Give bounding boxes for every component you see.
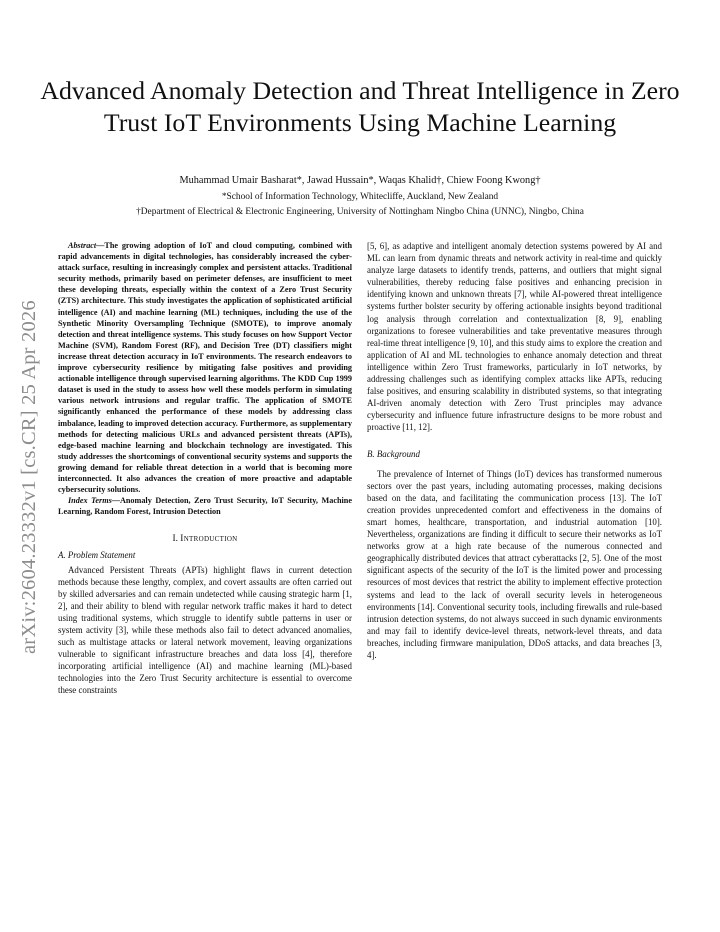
abstract-text: The growing adoption of IoT and cloud computing, combined with rapid advancements in digital technologies, has considerably increased the cyber-attack surface, resulting in increasingly complex and persistent attacks. Traditional security methods, primarily based on perimeter defenses, are insufficient to meet these developing threats, especially within the context of a Zero Trust Security (ZTS) architecture. This study investigates the application of sophisticated artificial intelligence (AI) and machine learning (ML) techniques, including the use of the Synthetic Minority Oversampling Technique (SMOTE), to improve anomaly detection and threat intelligence systems. This study focuses on how Support Vector Machine (SVM), Random Forest (RF), and Decision Tree (DT) classifiers might increase threat detection accuracy in IoT environments. The research endeavors to improve cybersecurity resilience by mitigating false positives and providing actionable intelligence through supervised learning algorithms. The KDD Cup 1999 dataset is used in the study to assess how well these models perform in simulating various network intrusions and regular traffic. The application of SMOTE significantly enhanced the performance of these models by addressing class imbalance, leading to improved detection accuracy. Furthermore, as supplementary methods for detecting malicious URLs and advanced persistent threats (APTs), edge-based machine learning and blockchain technology are investigated. This study addresses the shortcomings of conventional security systems and supports the growing demand for reliable threat detection in a world that is becoming more interconnected. It also advances the creation of more proactive and adaptable cybersecurity solutions. (58, 241, 352, 495)
section-heading-introduction: I. Introduction (172, 534, 238, 545)
paper-title: Advanced Anomaly Detection and Threat Intelligence in Zero Trust IoT Environments Using Machine Learning (40, 76, 680, 137)
subsection-background: B. Background (367, 448, 420, 459)
affiliation-2: †Department of Electrical & Electronic Engineering, University of Nottingham Ningbo China (UNNC), Ningbo, China (136, 207, 584, 217)
paragraph-continued: [5, 6], as adaptive and intelligent anomaly detection systems powered by AI and ML can learn from dynamic threats and network activity in real-time and quickly analyze large datasets to identify trends, patterns, and outliers that might signal vulnerabilities, thereby reducing false positives and enhancing precision in identifying known and unknown threats [7], while AI-powered threat intelligence systems further bolster security by offering actionable insights beyond traditional log analysis through correlation and contextualization [8, 9], enabling organizations to foresee vulnerabilities and take preventative measures through real-time threat intelligence [9, 10], and this study aims to explore the creation and application of AI and ML technologies to enhance anomaly detection and threat intelligence within Zero Trust frameworks, particularly in IoT networks, by addressing challenges such as identifying complex attacks like APTs, reducing false positives, and ensuring scalability in distributed systems, so that integrating AI-driven anomaly detection with Zero Trust principles may advance cybersecurity and influence future infrastructure designs to be more robust and proactive [11, 12]. (367, 241, 662, 433)
arxiv-identifier: arXiv:2604.23332v1 [cs.CR] 25 Apr 2026 (18, 300, 40, 654)
abstract-label: Abstract— (68, 241, 105, 250)
index-terms (58, 495, 352, 517)
right-column (367, 240, 662, 661)
paragraph-background: The prevalence of Internet of Things (IoT) devices has transformed numerous sectors over the past years, including automating processes, making decisions based on the data, and facilitating the communication process [13]. The IoT creation provides unprecedented comfort and effectiveness in the domains of smart homes, healthcare, transportation, and industrial automation [10]. Nevertheless, organizations are finding it difficult to secure their networks as IoT networks grow at a high rate because of the numerous connected and geographically distributed devices that attract cyberattacks [2, 5]. One of the most significant aspects of the security of the IoT is the limited power and processing resources of most devices that restrict the ability to implement effective protection systems and lead to the lack of overall security levels in heterogeneous environments [14]. Conventional security tools, including firewalls and rule-based intrusion detection systems, do not always succeed in such dynamic environments and may fail to identify device-level threats, network-level threats, and data breaches, including firmware manipulation, DDoS attacks, and data breaches [3, 4]. (367, 468, 662, 660)
index-terms-label: Index Terms (68, 496, 112, 506)
affiliation-1: *School of Information Technology, Whitecliffe, Auckland, New Zealand (221, 192, 499, 202)
author-list: Muhammad Umair Basharat*, Jawad Hussain*, Waqas Khalid†, Chiew Foong Kwong† (179, 175, 541, 186)
abstract (58, 240, 352, 495)
paragraph-problem-statement: Advanced Persistent Threats (APTs) highlight flaws in current detection methods because these lengthy, complex, and covert assaults are often carried out by skilled adversaries and can remain undetected while causing strategic harm [1, 2], and their ability to blend with regular network traffic makes it hard to detect using traditional systems, which struggle to identify subtle patterns in user or system activity [3], while these methods also fail to detect advanced anomalies, such as multistage attacks or lateral network movement, leaving organizations vulnerable to significant infrastructure breaches and data loss [4], therefore incorporating artificial intelligence (AI) and machine learning (ML)-based technologies into the Zero Trust Security architecture is essential to overcome these constraints (58, 564, 352, 696)
subsection-problem-statement: A. Problem Statement (58, 550, 136, 561)
left-column (58, 240, 352, 697)
index-terms-text: —Anomaly Detection, Zero Trust Security, IoT Security, Machine Learning, Random Forest, Intrusion Detection (58, 496, 352, 517)
